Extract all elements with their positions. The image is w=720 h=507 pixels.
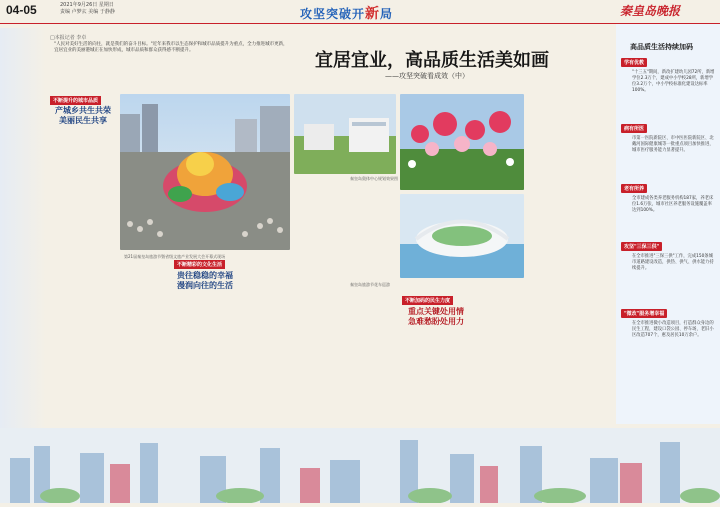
banner-new: 新 bbox=[365, 6, 381, 22]
sidebar-badge-guarantee: 攻坚"三保三供" bbox=[621, 242, 662, 251]
column-7-text bbox=[478, 290, 524, 436]
city-skyline-illustration bbox=[0, 428, 720, 503]
section2-tag: 不断精彩的文化生活 bbox=[174, 260, 225, 269]
sidebar-badge-education: 学有优教 bbox=[621, 58, 647, 67]
article-intro: "人民对美好生活的向往，就是我们的奋斗目标。"近年来我市以生态保护和城市品质提升为重点，全力推进城市更新，宜居宜业的美丽港城正在加快形成，城市品质和群众获得感不断提升。 bbox=[54, 42, 288, 53]
sidebar-text-elderly: 全市建成各类养老服务机构187家，养老床位1.6万张，城市社区养老服务设施覆盖率达到100%。 bbox=[632, 196, 714, 213]
sidebar-text-micro: 在全市推进微小改造项目，打造群众身边的民生工程，建设口袋公园、停车场，老旧小区改造707个，惠及居民10万余户。 bbox=[632, 321, 714, 338]
column-8-text bbox=[528, 88, 610, 436]
section2-heading-line2: 漫润向往的生活 bbox=[177, 281, 233, 290]
column-5-text bbox=[350, 290, 398, 436]
page-header bbox=[0, 0, 720, 24]
sidebar-text-education: "十三五"期间，新改扩建幼儿园72所，新增学位2.3万个，建成中小学校28所，新增学位3.2万个，中小学校标准化建设达标率100%。 bbox=[632, 70, 715, 93]
issue-weekday: 星期日 bbox=[98, 2, 114, 8]
section1-tag: 不断提升的城市品质 bbox=[50, 96, 101, 105]
flower-caption: 秦皇岛旅游节花车巡游 bbox=[350, 282, 390, 287]
sidebar-title: 高品质生活持续加码 bbox=[630, 43, 693, 51]
sidebar-badge-medical: 病有所医 bbox=[621, 124, 647, 133]
article-subheadline: ——攻坚突破看成效（中） bbox=[385, 72, 469, 80]
sidebar-badge-micro: "微改"服务增幸福 bbox=[621, 309, 667, 318]
stadium-caption: 秦皇岛奥体中心规划效果图 bbox=[350, 176, 398, 181]
section1-heading bbox=[50, 106, 116, 126]
newspaper-logo: 秦皇岛晚报 bbox=[620, 4, 681, 18]
header-rule bbox=[0, 23, 720, 24]
parade-caption: 第21届秦皇岛旅游节暨省级文旅产业发展大会开幕式现场 bbox=[124, 254, 226, 259]
stadium-rendering bbox=[400, 194, 524, 278]
left-decoration bbox=[0, 28, 46, 428]
stadium-photo bbox=[294, 94, 396, 174]
section-banner bbox=[300, 3, 393, 23]
banner-prefix: 攻坚突破开 bbox=[300, 7, 366, 21]
section1-heading-line1: 产城乡共生共荣 bbox=[55, 106, 111, 115]
issue-date: 2021年9月26日 bbox=[60, 2, 98, 8]
section3-heading-line1: 重点关键处用情 bbox=[408, 307, 464, 316]
banner-suffix: 局 bbox=[380, 7, 394, 21]
designer-name: 于静静 bbox=[99, 9, 115, 15]
flower-photo bbox=[400, 94, 524, 190]
article-headline: 宜居宜业，高品质生活美如画 bbox=[315, 50, 549, 71]
reporter-tag: □本报记者 李卓 bbox=[50, 35, 87, 41]
column-2-text bbox=[172, 294, 242, 436]
column-1b-text bbox=[50, 260, 168, 436]
section3-heading bbox=[400, 307, 472, 327]
column-4-text bbox=[298, 290, 346, 436]
issue-meta bbox=[60, 2, 115, 16]
section3-heading-line2: 急难愁盼处用力 bbox=[408, 317, 464, 326]
column-6-text bbox=[402, 330, 472, 436]
section2-heading-line1: 贵往稳稳的幸福 bbox=[177, 271, 233, 280]
page-number: 04-05 bbox=[6, 3, 37, 17]
column-3-text bbox=[245, 260, 293, 436]
designer-label: 美编 bbox=[88, 9, 99, 15]
section2-heading bbox=[170, 271, 240, 291]
section3-tag: 不断加码的民生力度 bbox=[402, 296, 453, 305]
proofreader-name: 卢梦玄 bbox=[71, 9, 87, 15]
sidebar-text-medical: 市第一医院新院区、市中医医院新院区、北戴河国际健康城等一批重点项目加快推进，城市医疗服务能力显著提升。 bbox=[632, 136, 714, 153]
sidebar-text-guarantee: 在全市推进"三保三供"工作，完成150条城市道路建设改造，供热、供气、供水能力持续提升。 bbox=[632, 254, 714, 271]
parade-photo bbox=[120, 94, 290, 250]
section1-heading-line2: 美丽民生共享 bbox=[59, 116, 107, 125]
sidebar bbox=[616, 24, 720, 424]
editor-label: 责编 bbox=[60, 9, 71, 15]
sidebar-badge-elderly: 老有所养 bbox=[621, 184, 647, 193]
